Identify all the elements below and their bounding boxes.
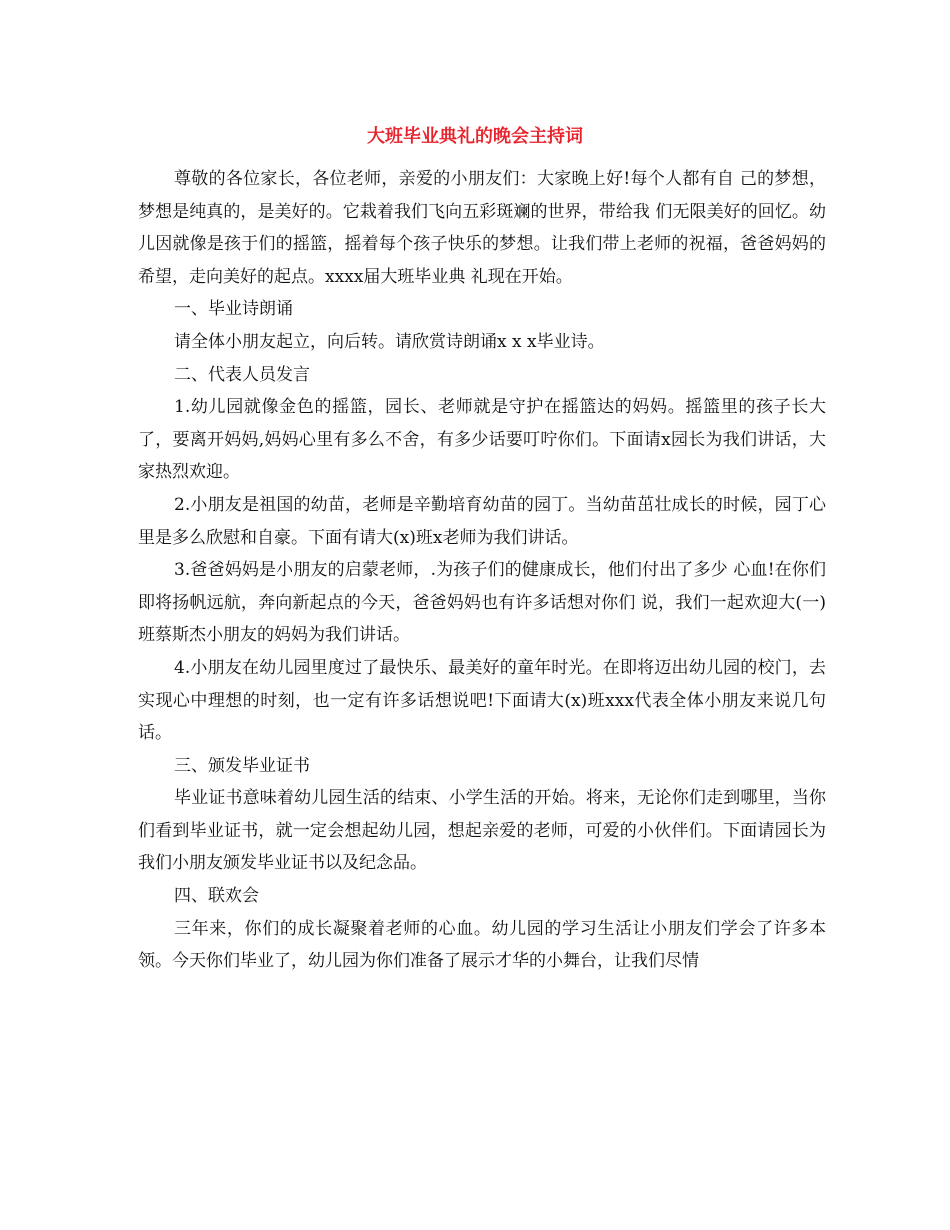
document-title: 大班毕业典礼的晚会主持词 bbox=[367, 126, 583, 147]
speech-paragraph-1: 1.幼儿园就像金色的摇篮，园长、老师就是守护在摇篮达的妈妈。摇篮里的孩子长大了，要离开妈妈,妈妈心里有多么不舍，有多少话要叮咛你们。下面请x园长为我们讲话，大家热烈欢迎。 bbox=[138, 397, 826, 483]
speech-paragraph-4: 4.小朋友在幼儿园里度过了最快乐、最美好的童年时光。在即将迈出幼儿园的校门，去实现心中理想的时刻，也一定有许多话想说吧!下面请大(x)班xxx代表全体小朋友来说几句话。 bbox=[138, 657, 826, 744]
speech-paragraph-3: 3.爸爸妈妈是小朋友的启蒙老师，.为孩子们的健康成长，他们付出了多少 心血!在你们即将扬帆远航，奔向新起点的今天，爸爸妈妈也有许多话想对你们 说，我们一起欢迎大(一)班蔡斯杰小朋友的妈妈为我们讲话。 bbox=[138, 560, 826, 646]
section-heading-party: 四、联欢会 bbox=[174, 886, 259, 907]
poem-paragraph: 请全体小朋友起立，向后转。请欣赏诗朗诵x x x毕业诗。 bbox=[174, 331, 605, 352]
document-body bbox=[138, 163, 826, 978]
certificates-paragraph: 毕业证书意味着幼儿园生活的结束、小学生活的开始。将来，无论你们走到哪里，当你们看到毕业证书，就一定会想起幼儿园，想起亲爱的老师，可爱的小伙伴们。下面请园长为我们小朋友颁发毕业证书以及纪念品。 bbox=[138, 788, 826, 874]
section-heading-certificates: 三、颁发毕业证书 bbox=[174, 755, 310, 776]
party-paragraph: 三年来，你们的成长凝聚着老师的心血。幼儿园的学习生活让小朋友们学会了许多本领。今天你们毕业了，幼儿园为你们准备了展示才华的小舞台，让我们尽情 bbox=[138, 918, 826, 972]
speech-paragraph-2: 2.小朋友是祖国的幼苗，老师是辛勤培育幼苗的园丁。当幼苗茁壮成长的时候，园丁心里是多么欣慰和自豪。下面有请大(x)班x老师为我们讲话。 bbox=[138, 494, 826, 548]
opening-paragraph: 尊敬的各位家长，各位老师，亲爱的小朋友们：大家晚上好!每个人都有自 己的梦想，梦想是纯真的，是美好的。它栽着我们飞向五彩斑斓的世界，带给我 们无限美好的回忆。幼儿因就像是孩于们的摇篮，摇着每个孩子快乐的梦想。让我们带上老师的祝福，爸爸妈妈的希望，走向美好的起点。xxxx届大班毕业典 礼现在开始。 bbox=[138, 169, 826, 287]
section-heading-speeches: 二、代表人员发言 bbox=[174, 364, 310, 385]
section-heading-poem: 一、毕业诗朗诵 bbox=[174, 299, 293, 320]
